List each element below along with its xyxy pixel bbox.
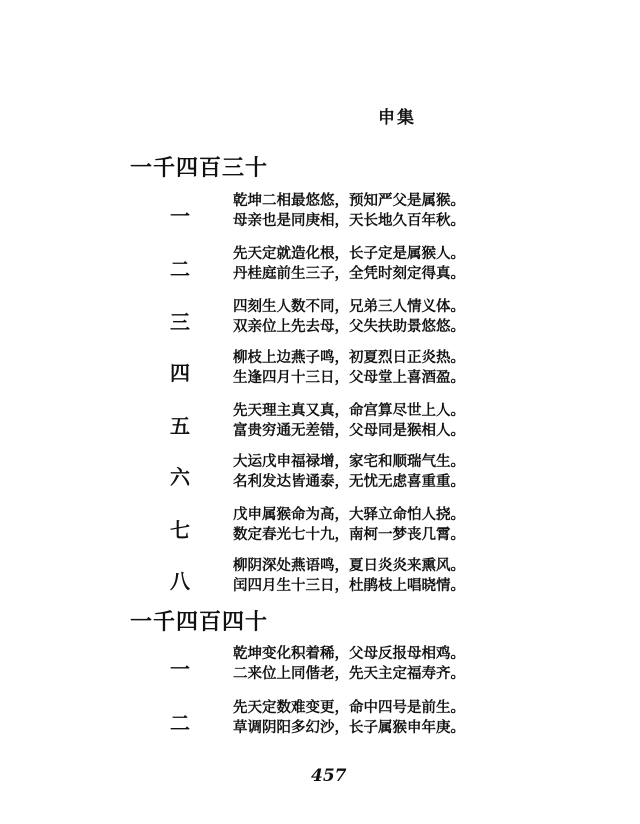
verse-number: 四 <box>170 361 190 385</box>
verse-line: 名利发达皆通泰，无忧无虑喜重重。 <box>233 473 465 490</box>
verse-line: 二来位上同偕老，先天主定福寿齐。 <box>233 665 465 682</box>
verse-entry <box>160 401 465 445</box>
verse-entry <box>160 244 465 288</box>
verse-line: 大运戊申福禄增，家宅和顺瑞气生。 <box>233 453 465 470</box>
page-number: 457 <box>311 766 347 786</box>
verse-entry <box>160 191 465 235</box>
verse-number: 二 <box>170 257 190 281</box>
verse-line: 四刻生人数不同，兄弟三人情义体。 <box>233 298 465 315</box>
verse-line: 柳枝上边燕子鸣，初夏烈日正炎热。 <box>233 349 465 366</box>
verse-line: 草调阴阳多幻沙，长子属猴申年庚。 <box>233 719 465 736</box>
verse-line: 先天定就造化根，长子定是属猴人。 <box>233 245 465 262</box>
verse-line: 生逢四月十三日，父母堂上喜酒盈。 <box>233 369 465 386</box>
verse-number: 八 <box>170 569 190 593</box>
verse-line: 柳阴深处燕语鸣，夏日炎炎来熏风。 <box>233 557 465 574</box>
verse-line: 乾坤变化积着稀，父母反报母相鸡。 <box>233 645 465 662</box>
verse-line: 丹桂庭前生三子，全凭时刻定得真。 <box>233 265 465 282</box>
verse-line: 富贵穷通无差错，父母同是猴相人。 <box>233 422 465 439</box>
verse-line: 双亲位上先去母，父失扶助景悠悠。 <box>233 318 465 335</box>
verse-entry <box>160 348 465 392</box>
verse-line: 母亲也是同庚相，天长地久百年秋。 <box>233 212 465 229</box>
verse-line: 闰四月生十三日，杜鹃枝上唱晓情。 <box>233 577 465 594</box>
verse-entry <box>160 452 465 496</box>
verse-number: 一 <box>170 204 190 228</box>
verse-entry <box>160 644 465 688</box>
verse-line: 戊申属猴命为高，大驿立命怕人挠。 <box>233 506 465 523</box>
verse-number: 七 <box>170 518 190 542</box>
verse-number: 三 <box>170 310 190 334</box>
verse-line: 数定春光七十九，南柯一梦丧几霄。 <box>233 526 465 543</box>
verse-entry <box>160 297 465 341</box>
chapter-header: 申集 <box>378 108 416 128</box>
verse-number: 五 <box>170 414 190 438</box>
verse-number: 二 <box>170 711 190 735</box>
verse-entry <box>160 698 465 742</box>
section-title: 一千四百四十 <box>130 609 269 635</box>
verse-line: 先天定数难变更，命中四号是前生。 <box>233 699 465 716</box>
verse-line: 乾坤二相最悠悠，预知严父是属猴。 <box>233 192 465 209</box>
verse-entry <box>160 505 465 549</box>
verse-line: 先天理主真又真，命宫算尽世上人。 <box>233 402 465 419</box>
verse-entry <box>160 556 465 600</box>
section-title: 一千四百三十 <box>130 155 269 181</box>
verse-number: 六 <box>170 465 190 489</box>
verse-number: 一 <box>170 657 190 681</box>
